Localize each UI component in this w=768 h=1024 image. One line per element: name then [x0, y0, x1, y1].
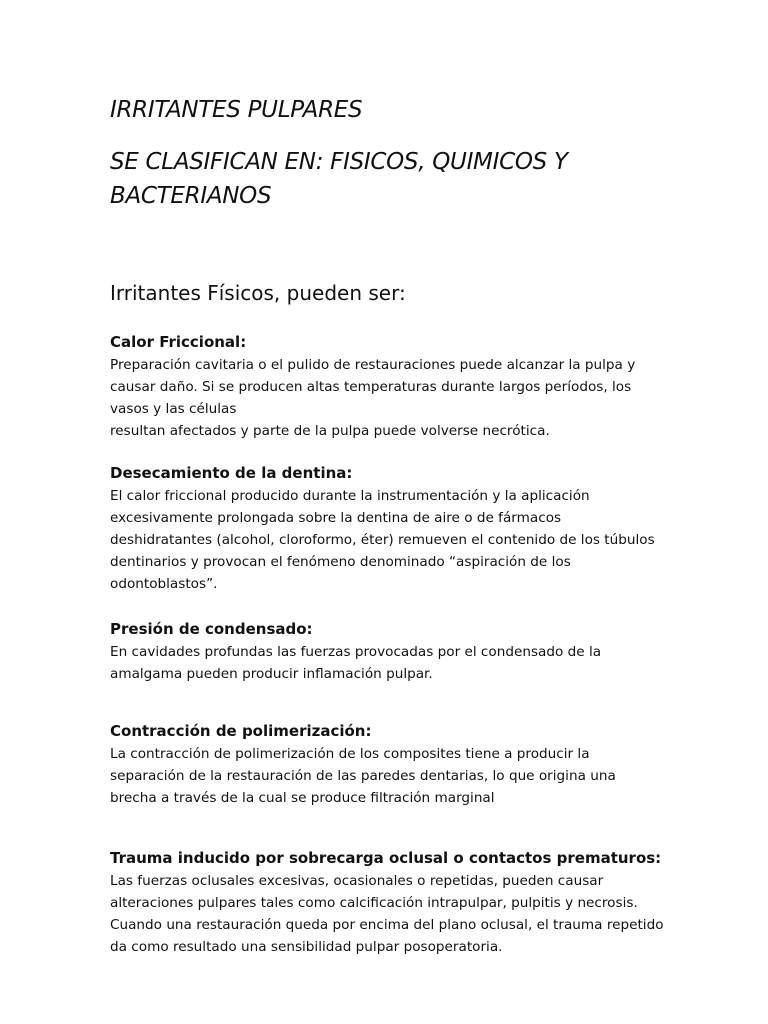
section-heading: Irritantes Físicos, pueden ser: — [110, 281, 406, 305]
section-title: Desecamiento de la dentina: — [110, 464, 353, 482]
document-subtitle: SE CLASIFICAN EN: FISICOS, QUIMICOS Y BACTERIANOS — [110, 149, 568, 209]
section-body: Las fuerzas oclusales excesivas, ocasionales o repetidas, pueden causar alteraciones pulpares tales como calcificación intrapulpar, pulpitis y necrosis. Cuando una restauración queda por encima del plano oclusal, el trauma repetido da como resultado una sensibilidad pulpar posoperatoria. — [110, 873, 664, 955]
section-trauma-oclusal — [110, 846, 666, 958]
section-contraccion-polimerizacion — [110, 719, 666, 809]
section-calor-friccional — [110, 330, 666, 442]
section-title: Trauma inducido por sobrecarga oclusal o contactos prematuros: — [110, 849, 662, 867]
section-presion-condensado — [110, 617, 666, 685]
section-body: Preparación cavitaria o el pulido de restauraciones puede alcanzar la pulpa y causar daño. Si se producen altas temperaturas durante largos períodos, los vasos y las células resultan afectados y parte de la pulpa puede volverse necrótica. — [110, 357, 636, 439]
section-body: El calor friccional producido durante la instrumentación y la aplicación excesivamente prolongada sobre la dentina de aire o de fármacos deshidratantes (alcohol, cloroformo, éter) remueven el contenido de los túbulos dentinarios y provocan el fenómeno denominado “aspiración de los odontoblastos”. — [110, 488, 655, 592]
section-title: Presión de condensado: — [110, 620, 313, 638]
section-title: Contracción de polimerización: — [110, 722, 372, 740]
section-title: Calor Friccional: — [110, 333, 247, 351]
document-title: IRRITANTES PULPARES — [110, 97, 363, 123]
section-desecamiento-dentina — [110, 461, 666, 595]
section-body: En cavidades profundas las fuerzas provocadas por el condensado de la amalgama pueden producir inflamación pulpar. — [110, 644, 602, 682]
section-body: La contracción de polimerización de los composites tiene a producir la separación de la restauración de las paredes dentarias, lo que origina una brecha a través de la cual se produce filtración marginal — [110, 746, 616, 806]
